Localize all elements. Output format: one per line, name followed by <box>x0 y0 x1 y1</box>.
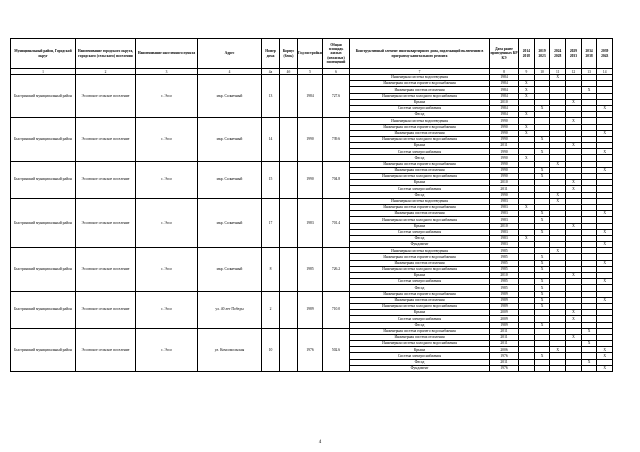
locality-cell: с. Эссо <box>136 75 198 118</box>
house-number-cell: 8 <box>262 248 280 291</box>
last-repair-date-cell: 2009 <box>490 310 519 316</box>
period-mark-cell: X <box>550 161 566 167</box>
work-name-cell: Инженерная система отопления <box>350 334 490 340</box>
period-mark-cell: X <box>519 204 535 210</box>
period-mark-cell <box>534 365 550 371</box>
period-mark-cell: X <box>534 353 550 359</box>
district-cell: Быстринский муниципальный район <box>11 118 76 161</box>
period-mark-cell: X <box>534 149 550 155</box>
work-name-cell: Крыша <box>350 273 490 279</box>
last-repair-date-cell: 1990 <box>490 136 519 142</box>
period-mark-cell: X <box>550 248 566 254</box>
period-mark-cell: X <box>597 229 613 235</box>
street-cell: мкр. Солнечный <box>198 248 262 291</box>
period-mark-cell: X <box>597 347 613 353</box>
work-name-cell: Фасад <box>350 322 490 328</box>
locality-cell: с. Эссо <box>136 291 198 328</box>
column-number: 4б <box>280 69 298 75</box>
house-number-cell: 17 <box>262 198 280 248</box>
work-name-cell: Фасад <box>350 235 490 241</box>
last-repair-date-cell: 1983 <box>490 204 519 210</box>
period-mark-cell: X <box>534 229 550 235</box>
work-name-cell: Инженерная система водоотведения <box>350 118 490 124</box>
period-mark-cell: X <box>519 155 535 161</box>
house-number-cell: 13 <box>262 75 280 118</box>
last-repair-date-cell: 1990 <box>490 174 519 180</box>
header-last-repair: Дата ранее проведенных КР КЭ <box>490 39 519 69</box>
work-name-cell: Инженерная система холодного водоснабжения <box>350 174 490 180</box>
period-mark-cell: X <box>566 310 582 316</box>
street-cell: ул. 40 лет Победы <box>198 291 262 328</box>
last-repair-date-cell: 1990 <box>490 124 519 130</box>
street-cell: мкр. Солнечный <box>198 118 262 161</box>
last-repair-date-cell: 1976 <box>490 365 519 371</box>
last-repair-date-cell: 2011 <box>490 328 519 334</box>
column-number: 4а <box>262 69 280 75</box>
last-repair-date-cell: 1989 <box>490 322 519 328</box>
work-name-cell: Фундамент <box>350 365 490 371</box>
period-mark-cell: X <box>566 273 582 279</box>
work-name-cell: Система электроснабжения <box>350 186 490 192</box>
period-mark-cell: X <box>581 87 597 93</box>
year-cell: 1990 <box>298 161 323 198</box>
column-number: 11 <box>550 69 566 75</box>
last-repair-date-cell: 1985 <box>490 248 519 254</box>
last-repair-date-cell: 1984 <box>490 105 519 111</box>
work-name-cell: Инженерная система водоотведения <box>350 198 490 204</box>
last-repair-date-cell: 1984 <box>490 112 519 118</box>
period-mark-cell: X <box>550 75 566 81</box>
period-mark-cell: X <box>581 359 597 365</box>
street-cell: мкр. Солнечный <box>198 161 262 198</box>
column-number: 5 <box>298 69 323 75</box>
period-mark-cell: X <box>519 235 535 241</box>
work-name-cell: Система электроснабжения <box>350 353 490 359</box>
building-cell <box>280 328 298 371</box>
header-period: 2024 2028 <box>550 39 566 69</box>
period-mark-cell: X <box>550 192 566 198</box>
header-building: Корпус (блок) <box>280 39 298 69</box>
header-year: Год постройки <box>298 39 323 69</box>
period-mark-cell: X <box>597 353 613 359</box>
column-number: 4 <box>198 69 262 75</box>
period-mark-cell: X <box>519 87 535 93</box>
last-repair-date-cell: 1983 <box>490 235 519 241</box>
locality-cell: с. Эссо <box>136 161 198 198</box>
work-name-cell: Инженерная система горячего водоснабжения <box>350 124 490 130</box>
last-repair-date-cell: 2010 <box>490 99 519 105</box>
work-name-cell: Инженерная система водоотведения <box>350 248 490 254</box>
period-mark-cell: X <box>519 81 535 87</box>
period-mark-cell: X <box>534 285 550 291</box>
work-name-cell: Инженерная система холодного водоснабжения <box>350 217 490 223</box>
header-area: Общая площадь жилых (нежилых) помещений <box>323 39 350 69</box>
last-repair-date-cell: 2011 <box>490 186 519 192</box>
work-name-cell: Крыша <box>350 143 490 149</box>
last-repair-date-cell: 1983 <box>490 217 519 223</box>
area-cell: 727.6 <box>323 75 350 118</box>
header-district: Муниципальный район, Городской округ <box>11 39 76 69</box>
work-name-cell: Крыша <box>350 347 490 353</box>
building-cell <box>280 161 298 198</box>
locality-cell: с. Эссо <box>136 328 198 371</box>
period-mark-cell: X <box>550 198 566 204</box>
year-cell: 1984 <box>298 75 323 118</box>
work-name-cell: Инженерная система отопления <box>350 87 490 93</box>
locality-cell: с. Эссо <box>136 118 198 161</box>
last-repair-date-cell: 2011 <box>490 143 519 149</box>
period-mark-cell: X <box>566 223 582 229</box>
period-mark-cell: X <box>597 279 613 285</box>
work-name-cell: Крыша <box>350 180 490 186</box>
district-cell: Быстринский муниципальный район <box>11 328 76 371</box>
district-cell: Быстринский муниципальный район <box>11 291 76 328</box>
work-name-cell: Крыша <box>350 223 490 229</box>
last-repair-date-cell: 1989 <box>490 297 519 303</box>
last-repair-date-cell: 2011 <box>490 334 519 340</box>
header-locality: Наименование населенного пункта <box>136 39 198 69</box>
column-number: 14 <box>597 69 613 75</box>
last-repair-date-cell: 1983 <box>490 242 519 248</box>
building-cell <box>280 198 298 248</box>
building-cell <box>280 248 298 291</box>
building-cell <box>280 291 298 328</box>
period-mark-cell: X <box>566 99 582 105</box>
header-house-number: Номер дома <box>262 39 280 69</box>
last-repair-date-cell: 1984 <box>490 75 519 81</box>
work-name-cell: Инженерная система горячего водоснабжения <box>350 161 490 167</box>
last-repair-date-cell: 1990 <box>490 130 519 136</box>
last-repair-date-cell: 2010 <box>490 180 519 186</box>
last-repair-date-cell: 1983 <box>490 211 519 217</box>
house-number-cell: 15 <box>262 161 280 198</box>
period-mark-cell: X <box>534 322 550 328</box>
work-name-cell: Система электроснабжения <box>350 316 490 322</box>
header-settlement: Наименование городского округа, городского (сельского) поселения <box>76 39 136 69</box>
work-name-cell: Фундамент <box>350 242 490 248</box>
settlement-cell: Эссовское сельское поселение <box>76 328 136 371</box>
year-cell: 1976 <box>298 328 323 371</box>
district-cell: Быстринский муниципальный район <box>11 248 76 291</box>
last-repair-date-cell: 1985 <box>490 285 519 291</box>
header-period: 2039 2043 <box>597 39 613 69</box>
work-name-cell: Крыша <box>350 99 490 105</box>
settlement-cell: Эссовское сельское поселение <box>76 248 136 291</box>
period-mark-cell: X <box>534 105 550 111</box>
work-name-cell: Инженерная система холодного водоснабжения <box>350 136 490 142</box>
period-mark-cell: X <box>597 130 613 136</box>
period-mark-cell: X <box>566 334 582 340</box>
column-number: 12 <box>566 69 582 75</box>
last-repair-date-cell: 1989 <box>490 303 519 309</box>
year-cell: 1989 <box>298 291 323 328</box>
period-mark-cell: X <box>597 149 613 155</box>
area-cell: 701.4 <box>323 198 350 248</box>
period-mark-cell: X <box>534 266 550 272</box>
work-name-cell: Инженерная система холодного водоснабжения <box>350 266 490 272</box>
street-cell: мкр. Солнечный <box>198 198 262 248</box>
period-mark-cell: X <box>597 365 613 371</box>
header-address: Адрес <box>198 39 262 69</box>
work-name-cell: Фасад <box>350 112 490 118</box>
capital-repair-register-table <box>10 38 613 372</box>
settlement-cell: Эссовское сельское поселение <box>76 291 136 328</box>
last-repair-date-cell: 1983 <box>490 198 519 204</box>
period-mark-cell: X <box>597 105 613 111</box>
period-mark-cell: X <box>519 93 535 99</box>
work-name-cell: Инженерная система горячего водоснабжения <box>350 254 490 260</box>
header-period: 2034 2038 <box>581 39 597 69</box>
work-name-cell: Фасад <box>350 192 490 198</box>
building-cell <box>280 118 298 161</box>
column-number: 2 <box>76 69 136 75</box>
column-number: 9 <box>519 69 535 75</box>
page-number: 4 <box>318 440 322 445</box>
last-repair-date-cell: 1983 <box>490 229 519 235</box>
period-mark-cell: X <box>534 211 550 217</box>
work-name-cell: Система электроснабжения <box>350 279 490 285</box>
last-repair-date-cell: 1985 <box>490 266 519 272</box>
work-name-cell: Инженерная система отопления <box>350 167 490 173</box>
work-name-cell: Система электроснабжения <box>350 105 490 111</box>
area-cell: 710.0 <box>323 291 350 328</box>
period-mark-cell: X <box>519 112 535 118</box>
header-period: 2019 2023 <box>534 39 550 69</box>
period-mark-cell: X <box>597 167 613 173</box>
column-number: 7 <box>350 69 490 75</box>
settlement-cell: Эссовское сельское поселение <box>76 161 136 198</box>
last-repair-date-cell: 1990 <box>490 161 519 167</box>
street-cell: ул. Комсомольская <box>198 328 262 371</box>
house-number-cell: 14 <box>262 118 280 161</box>
year-cell: 1990 <box>298 118 323 161</box>
last-repair-date-cell: 2011 <box>490 359 519 365</box>
district-cell: Быстринский муниципальный район <box>11 75 76 118</box>
work-name-cell: Инженерная система отопления <box>350 211 490 217</box>
period-mark-cell: X <box>566 143 582 149</box>
last-repair-date-cell: 2010 <box>490 223 519 229</box>
house-number-cell: 2 <box>262 291 280 328</box>
period-mark-cell: X <box>581 341 597 347</box>
work-name-cell: Фасад <box>350 359 490 365</box>
period-mark-cell: X <box>534 291 550 297</box>
district-cell: Быстринский муниципальный район <box>11 161 76 198</box>
period-mark-cell: X <box>566 316 582 322</box>
work-name-cell: Инженерная система холодного водоснабжения <box>350 303 490 309</box>
last-repair-date-cell: 1990 <box>490 192 519 198</box>
last-repair-date-cell: 2011 <box>490 341 519 347</box>
period-mark-cell: X <box>534 167 550 173</box>
column-number: 10 <box>534 69 550 75</box>
period-mark-cell: X <box>597 260 613 266</box>
work-name-cell: Система электроснабжения <box>350 229 490 235</box>
area-cell: 739.6 <box>323 118 350 161</box>
period-mark-cell: X <box>597 211 613 217</box>
area-cell: 726.2 <box>323 248 350 291</box>
period-mark-cell: X <box>519 130 535 136</box>
period-mark-cell: X <box>534 136 550 142</box>
last-repair-date-cell: 2009 <box>490 316 519 322</box>
period-mark-cell <box>519 365 535 371</box>
header-row <box>11 39 613 69</box>
period-mark-cell: X <box>534 254 550 260</box>
last-repair-date-cell: 1985 <box>490 260 519 266</box>
work-name-cell: Инженерная система водоотведения <box>350 75 490 81</box>
work-name-cell: Инженерная система горячего водоснабжения <box>350 81 490 87</box>
column-number: 6 <box>323 69 350 75</box>
last-repair-date-cell: 1985 <box>490 254 519 260</box>
period-mark-cell: X <box>519 124 535 130</box>
period-mark-cell: X <box>534 303 550 309</box>
period-mark-cell: X <box>597 242 613 248</box>
area-cell: 502.6 <box>323 328 350 371</box>
year-cell: 1985 <box>298 248 323 291</box>
period-mark-cell: X <box>534 174 550 180</box>
period-mark-cell: X <box>566 186 582 192</box>
last-repair-date-cell: 1984 <box>490 93 519 99</box>
period-mark-cell: X <box>566 180 582 186</box>
period-mark-cell <box>566 365 582 371</box>
period-mark-cell: X <box>581 328 597 334</box>
street-cell: мкр. Солнечный <box>198 75 262 118</box>
work-name-cell: Фасад <box>350 155 490 161</box>
last-repair-date-cell: 1985 <box>490 279 519 285</box>
work-name-cell: Инженерная система холодного водоснабжения <box>350 341 490 347</box>
column-number: 13 <box>581 69 597 75</box>
house-number-cell: 10 <box>262 328 280 371</box>
work-name-cell: Крыша <box>350 310 490 316</box>
period-mark-cell: X <box>534 217 550 223</box>
last-repair-date-cell: 2006 <box>490 347 519 353</box>
last-repair-date-cell: 2010 <box>490 273 519 279</box>
last-repair-date-cell: 1990 <box>490 155 519 161</box>
period-mark-cell: X <box>534 260 550 266</box>
last-repair-date-cell: 1990 <box>490 118 519 124</box>
period-mark-cell <box>581 365 597 371</box>
work-name-cell: Инженерная система отопления <box>350 260 490 266</box>
settlement-cell: Эссовское сельское поселение <box>76 198 136 248</box>
year-cell: 1983 <box>298 198 323 248</box>
period-mark-cell: X <box>550 347 566 353</box>
last-repair-date-cell: 1984 <box>490 87 519 93</box>
last-repair-date-cell: 1990 <box>490 149 519 155</box>
period-mark-cell: X <box>566 118 582 124</box>
building-cell <box>280 75 298 118</box>
last-repair-date-cell: 1990 <box>490 167 519 173</box>
work-name-cell: Инженерная система горячего водоснабжения <box>350 204 490 210</box>
column-number: 3 <box>136 69 198 75</box>
period-mark-cell: X <box>597 297 613 303</box>
last-repair-date-cell: 1984 <box>490 81 519 87</box>
last-repair-date-cell: 1989 <box>490 291 519 297</box>
work-name-cell: Фасад <box>350 285 490 291</box>
work-name-cell: Инженерная система отопления <box>350 297 490 303</box>
work-name-cell: Система электроснабжения <box>350 149 490 155</box>
district-cell: Быстринский муниципальный район <box>11 198 76 248</box>
work-name-cell: Инженерная система холодного водоснабжения <box>350 93 490 99</box>
work-name-cell: Инженерная система горячего водоснабжения <box>350 291 490 297</box>
work-name-cell: Инженерная система горячего водоснабжения <box>350 328 490 334</box>
work-name-cell: Инженерная система отопления <box>350 130 490 136</box>
locality-cell: с. Эссо <box>136 198 198 248</box>
last-repair-date-cell: 1976 <box>490 353 519 359</box>
column-number: 8 <box>490 69 519 75</box>
header-work: Конструктивный элемент многоквартирного дома, подлежащий включению в программу капитального ремонта <box>350 39 490 69</box>
settlement-cell: Эссовское сельское поселение <box>76 118 136 161</box>
period-mark-cell <box>550 365 566 371</box>
period-mark-cell: X <box>534 297 550 303</box>
header-period: 2029 2033 <box>566 39 582 69</box>
period-mark-cell: X <box>534 279 550 285</box>
column-number: 1 <box>11 69 76 75</box>
settlement-cell: Эссовское сельское поселение <box>76 75 136 118</box>
header-period: 2014 2018 <box>519 39 535 69</box>
area-cell: 704.8 <box>323 161 350 198</box>
locality-cell: с. Эссо <box>136 248 198 291</box>
